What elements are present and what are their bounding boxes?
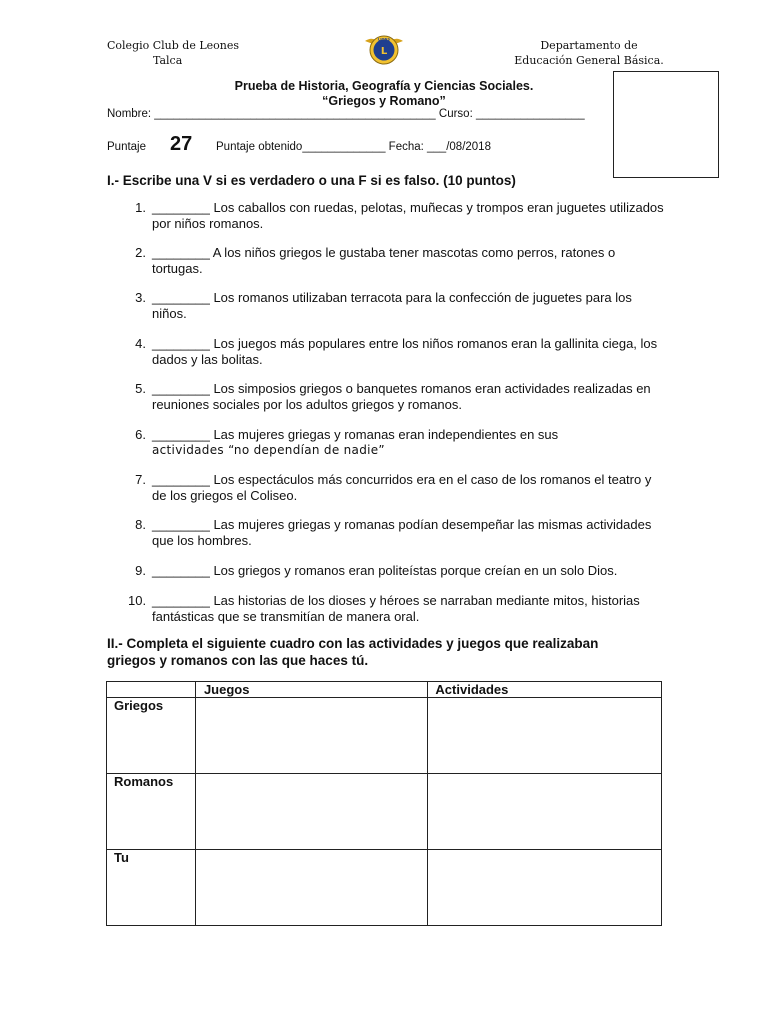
- school-name: Colegio Club de Leones: [107, 39, 240, 52]
- score-label: Puntaje: [107, 141, 147, 153]
- school-header: [107, 38, 239, 68]
- section2-heading-line2: griegos y romanos con las que haces tú.: [107, 653, 369, 668]
- table-header-actividades: Actividades: [428, 682, 662, 698]
- question-text[interactable]: ________ Los simposios griegos o banquetes romanos eran actividades realizadas en reuniones sociales por los adultos griegos y romanos.: [152, 381, 651, 412]
- question-item: 3. ________ Los romanos utilizaban terracota para la confección de juguetes para los niños.: [128, 290, 668, 321]
- question-text[interactable]: ________ Las mujeres griegas y romanas podían desempeñar las mismas actividades que los hombres.: [152, 517, 652, 548]
- question-text[interactable]: ________ Los romanos utilizaban terracota para la confección de juguetes para los niños.: [152, 290, 632, 321]
- question-item: 6. ________ Las mujeres griegas y romanas eran independientes en sus actividades “no dependían de nadie”: [128, 427, 668, 458]
- question-item: 9. ________ Los griegos y romanos eran politeístas porque creían en un solo Dios.: [128, 563, 668, 579]
- question-text[interactable]: ________ A los niños griegos le gustaba tener mascotas como perros, ratones o tortugas.: [152, 245, 616, 276]
- test-title: [200, 79, 568, 109]
- question-text[interactable]: ________ Los juegos más populares entre los niños romanos eran la gallinita ciega, los dados y las bolitas.: [152, 336, 658, 367]
- lions-club-emblem-icon: [363, 33, 405, 67]
- question-item: 8. ________ Las mujeres griegas y romanas podían desempeñar las mismas actividades que los hombres.: [128, 517, 668, 548]
- row-label-griegos: Griegos: [107, 698, 196, 774]
- answer-cell[interactable]: [195, 850, 427, 926]
- question-text[interactable]: ________ Los espectáculos más concurridos era en el caso de los romanos el teatro y de los griegos el Coliseo.: [152, 472, 652, 503]
- question-text[interactable]: ________ Los griegos y romanos eran politeístas porque creían en un solo Dios.: [152, 563, 618, 578]
- photo-box: [613, 71, 719, 178]
- table-header-juegos: Juegos: [195, 682, 427, 698]
- department-line1: Departamento de: [540, 39, 638, 52]
- department-line2: Educación General Básica.: [514, 54, 664, 67]
- department-header: [514, 38, 664, 68]
- question-item: 10. ________ Las historias de los dioses y héroes se narraban mediante mitos, historias fantásticas que se transmitían de manera oral.: [128, 593, 668, 624]
- row-label-tu: Tu: [107, 850, 196, 926]
- answer-cell[interactable]: [428, 698, 662, 774]
- title-line1: Prueba de Historia, Geografía y Ciencias Sociales.: [234, 79, 534, 93]
- answer-cell[interactable]: [428, 774, 662, 850]
- question-text-continuation: actividades “no dependían de nadie”: [152, 442, 385, 457]
- title-line2: “Griegos y Romano”: [322, 94, 446, 108]
- svg-text:L: L: [380, 46, 388, 57]
- question-item: 4. ________ Los juegos más populares entre los niños romanos eran la gallinita ciega, los dados y las bolitas.: [128, 336, 668, 367]
- name-field[interactable]: Nombre: ____________________________________________ Curso: _________________: [107, 108, 585, 120]
- answer-cell[interactable]: [428, 850, 662, 926]
- question-item: 2. ________ A los niños griegos le gustaba tener mascotas como perros, ratones o tortugas.: [128, 245, 668, 276]
- activities-table: [106, 681, 662, 926]
- question-item: 5. ________ Los simposios griegos o banquetes romanos eran actividades realizadas en reuniones sociales por los adultos griegos y romanos.: [128, 381, 668, 412]
- table-row: [107, 774, 662, 850]
- section1-heading: I.- Escribe una V si es verdadero o una F si es falso. (10 puntos): [107, 173, 516, 188]
- question-text[interactable]: ________ Las historias de los dioses y héroes se narraban mediante mitos, historias fantásticas que se transmitían de manera oral.: [152, 593, 640, 624]
- section2-heading: [107, 635, 598, 669]
- question-item: 7. ________ Los espectáculos más concurridos era en el caso de los romanos el teatro y de los griegos el Coliseo.: [128, 472, 668, 503]
- table-header-row: [107, 682, 662, 698]
- question-text[interactable]: ________ Los caballos con ruedas, pelotas, muñecas y trompos eran juguetes utilizados por niños romanos.: [152, 200, 664, 231]
- question-item: 1. ________ Los caballos con ruedas, pelotas, muñecas y trompos eran juguetes utilizados por niños romanos.: [128, 200, 668, 231]
- answer-cell[interactable]: [195, 774, 427, 850]
- score-value: 27: [170, 133, 193, 155]
- table-header-corner: [107, 682, 196, 698]
- svg-text:LIONS: LIONS: [378, 37, 390, 42]
- question-text[interactable]: ________ Las mujeres griegas y romanas eran independientes en sus: [152, 427, 559, 442]
- answer-cell[interactable]: [195, 698, 427, 774]
- table-row: [107, 698, 662, 774]
- row-label-romanos: Romanos: [107, 774, 196, 850]
- school-city: Talca: [153, 54, 183, 67]
- table-row: [107, 850, 662, 926]
- obtained-score-field[interactable]: Puntaje obtenido_____________ Fecha: ___/08/2018: [216, 141, 491, 153]
- section2-heading-line1: II.- Completa el siguiente cuadro con las actividades y juegos que realizaban: [107, 636, 599, 651]
